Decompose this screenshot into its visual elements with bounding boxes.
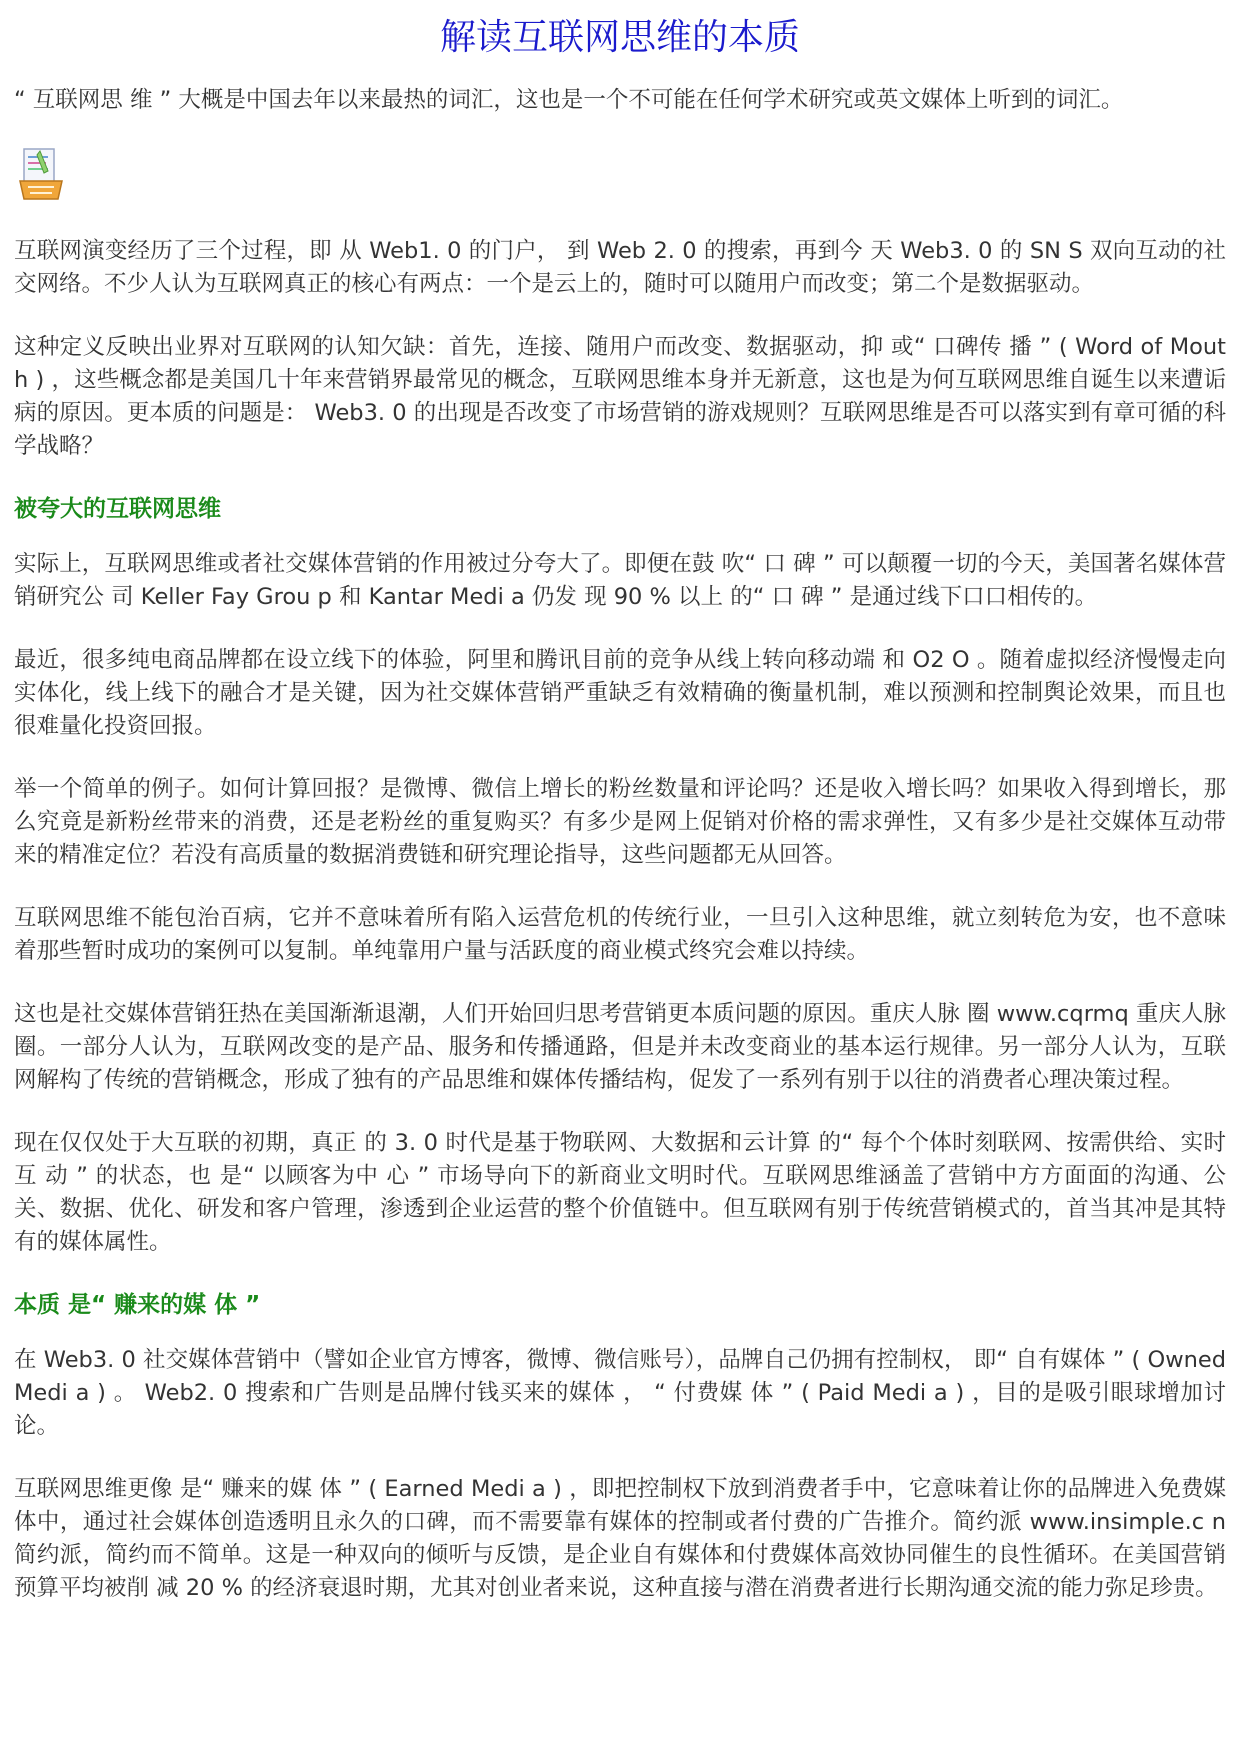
section-heading-earned-media: 本质 是“ 赚来的媒 体 ” [14,1292,261,1318]
paragraph-web-evolution: 互联网演变经历了三个过程，即 从 Web1. 0 的门户， 到 Web 2. 0 的搜索，再到今 天 Web3. 0 的 SN S 双向互动的社交网络。不少人认为互联网真正的核心有两点：一个是云上的，随时可以随用户而改变；第二个是数据驱动。 [14,238,1226,297]
paragraph-early-stage: 现在仅仅处于大互联的初期，真正 的 3. 0 时代是基于物联网、大数据和云计算 的“ 每个个体时刻联网、按需供给、实时互 动 ” 的状态，也 是“ 以顾客为中 心 ” 市场导向下的新商业文明时代。互联网思维涵盖了营销中方方面面的沟通、公关、数据、优化、研发和客户管理，渗透到企业运营的整个价值链中。但互联网有别于传统营销模式的，首当其冲是其特有的媒体属性。 [14,1130,1226,1255]
paragraph-earned-media: 互联网思维更像 是“ 赚来的媒 体 ” ( Earned Medi a ) ，即把控制权下放到消费者手中，它意味着让你的品牌进入免费媒体中，通过社会媒体创造透明且永久的口碑，而不需要靠有媒体的控制或者付费的广告推介。简约派 www.insimple.c n 简约派，简约而不简单。这是一种双向的倾听与反馈，是企业自有媒体和付费媒体高效协同催生的良性循环。在美国营销预算平均被削 减 20 % 的经济衰退时期，尤其对创业者来说，这种直接与潜在消费者进行长期沟通交流的能力弥足珍贵。 [14,1476,1226,1601]
section-heading-exaggerated: 被夸大的互联网思维 [14,496,221,522]
paragraph-definition: 这种定义反映出业界对互联网的认知欠缺：首先，连接、随用户而改变、数据驱动，抑 或“ 口碑传 播 ” ( Word of Mout h ) ，这些概念都是美国几十年来营销界最常见的概念，互联网思维本身并无新意，这也是为何互联网思维自诞生以来遭诟病的原因。更本质的问题是： Web3. 0 的出现是否改变了市场营销的游戏规则？互联网思维是否可以落实到有章可循的科学战略？ [14,334,1226,459]
page-title: 解读互联网思维的本质 [439,17,800,58]
paragraph-word-of-mouth: 实际上，互联网思维或者社交媒体营销的作用被过分夸大了。即便在鼓 吹“ 口 碑 ” 可以颠覆一切的今天，美国著名媒体营销研究公 司 Keller Fay Grou p 和 Kantar Medi a 仍发 现 90 % 以上 的“ 口 碑 ” 是通过线下口口相传的。 [14,551,1226,610]
paragraph-online-offline: 最近，很多纯电商品牌都在设立线下的体验，阿里和腾讯目前的竞争从线上转向移动端 和 O2 O 。随着虚拟经济慢慢走向实体化，线上线下的融合才是关键，因为社交媒体营销严重缺乏有效精确的衡量机制，难以预测和控制舆论效果，而且也很难量化投资回报。 [14,647,1226,739]
paragraph-intro: “ 互联网思 维 ” 大概是中国去年以来最热的词汇，这也是一个不可能在任何学术研究或英文媒体上听到的词汇。 [14,87,1124,113]
paragraph-retreat: 这也是社交媒体营销狂热在美国渐渐退潮，人们开始回归思考营销更本质问题的原因。重庆人脉 圈 www.cqrmq 重庆人脉圈。一部分人认为，互联网改变的是产品、服务和传播通路，但是并未改变商业的基本运行规律。另一部分人认为，互联网解构了传统的营销概念，形成了独有的产品思维和媒体传播结构，促发了一系列有别于以往的消费者心理决策过程。 [14,1001,1226,1093]
paragraph-owned-paid-media: 在 Web3. 0 社交媒体营销中（譬如企业官方博客，微博、微信账号），品牌自己仍拥有控制权， 即“ 自有媒体 ” ( Owned Medi a ) 。 Web2. 0 搜索和广告则是品牌付钱买来的媒体 ， “ 付费媒 体 ” ( Paid Medi a ) ，目的是吸引眼球增加讨论。 [14,1347,1226,1439]
paragraph-roi-example: 举一个简单的例子。如何计算回报？是微博、微信上增长的粉丝数量和评论吗？还是收入增长吗？如果收入得到增长，那么究竟是新粉丝带来的消费，还是老粉丝的重复购买？有多少是网上促销对价格的需求弹性，又有多少是社交媒体互动带来的精准定位？若没有高质量的数据消费链和研究理论指导，这些问题都无从回答。 [14,776,1226,868]
word-document-icon [18,147,64,203]
paragraph-not-cure-all: 互联网思维不能包治百病，它并不意味着所有陷入运营危机的传统行业，一旦引入这种思维，就立刻转危为安，也不意味着那些暂时成功的案例可以复制。单纯靠用户量与活跃度的商业模式终究会难以持续。 [14,905,1226,964]
document-page [14,14,1226,1635]
